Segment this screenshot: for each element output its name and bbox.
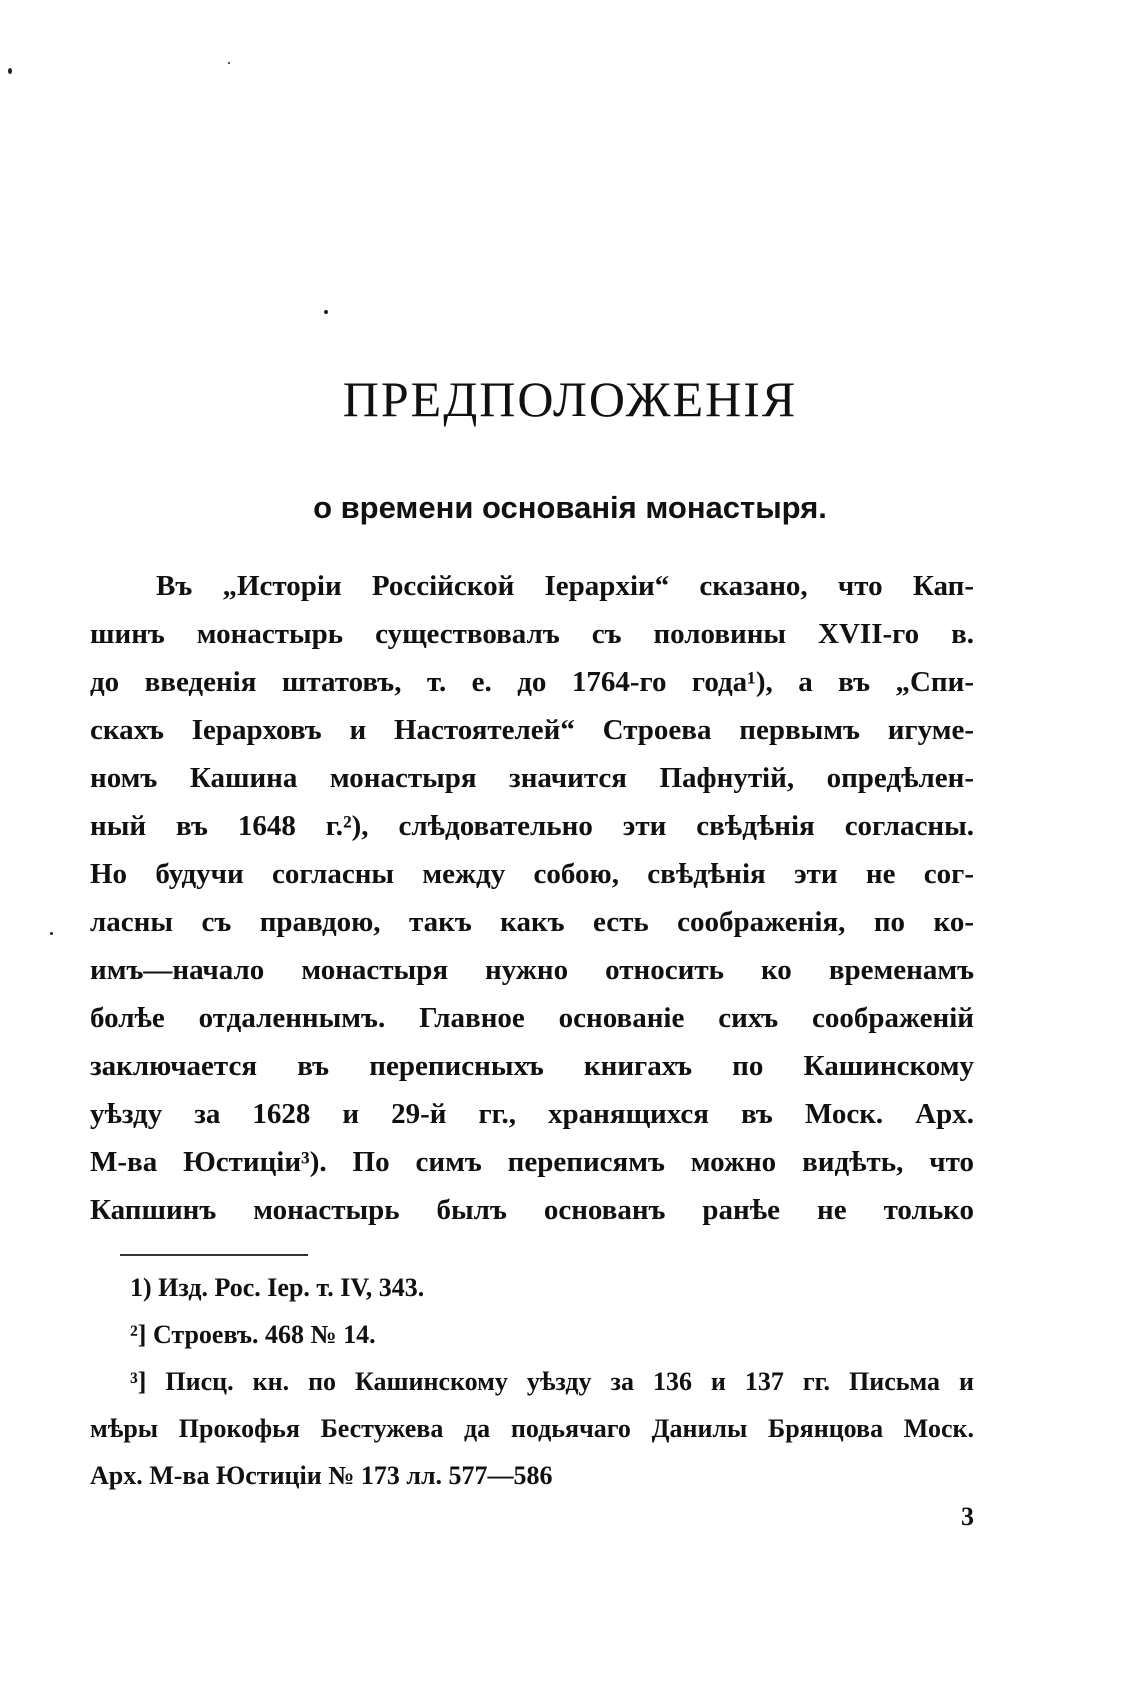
- footnote-1: 1) Изд. Рос. Іер. т. IV, 343.: [130, 1273, 425, 1302]
- body-line: ласны съ правдою, такъ какъ есть соображенія, по ко-: [90, 906, 974, 938]
- print-speck: [8, 68, 12, 74]
- body-line: Въ „Исторіи Россійской Іерархіи“ сказано, что Кап-: [156, 570, 974, 602]
- body-line: болѣе отдаленнымъ. Главное основаніе сихъ соображеній: [90, 1002, 974, 1034]
- print-speck: [324, 310, 328, 314]
- body-line: уѣзду за 1628 и 29-й гг., хранящихся въ Моск. Арх.: [90, 1098, 974, 1130]
- body-line: номъ Кашина монастыря значится Пафнутій, опредѣлен-: [90, 762, 974, 794]
- print-speck: [228, 62, 230, 64]
- footnote-2: ²] Строевъ. 468 № 14.: [130, 1320, 376, 1349]
- footnote-3: ³] Писц. кн. по Кашинскому уѣзду за 136 и 137 гг. Письма и: [130, 1367, 974, 1396]
- body-line: до введенія штатовъ, т. е. до 1764-го года¹), а въ „Спи-: [90, 666, 974, 698]
- footnotes: [90, 1264, 974, 1499]
- page-number: 3: [961, 1502, 974, 1531]
- body-line: ный въ 1648 г.²), слѣдовательно эти свѣдѣнія согласны.: [90, 810, 974, 842]
- body-line: имъ—начало монастыря нужно относить ко временамъ: [90, 954, 974, 986]
- body-line: заключается въ переписныхъ книгахъ по Кашинскому: [90, 1050, 974, 1082]
- body-text: [90, 562, 974, 1234]
- footnote-divider: [120, 1254, 308, 1256]
- footnote-3-end: Арх. М-ва Юстиціи № 173 лл. 577—586: [90, 1461, 553, 1490]
- body-line: М-ва Юстиціи³). По симъ переписямъ можно видѣть, что: [90, 1146, 974, 1178]
- chapter-subtitle: о времени основанія монастыря.: [313, 490, 827, 525]
- body-line: Но будучи согласны между собою, свѣдѣнія эти не сог-: [90, 858, 974, 890]
- footnote-3-cont: мѣры Прокофья Бестужева да подьячаго Данилы Брянцова Моск.: [90, 1414, 974, 1443]
- print-speck: [50, 932, 53, 935]
- chapter-title: ПРЕДПОЛОЖЕНІЯ: [342, 371, 798, 427]
- body-line: шинъ монастырь существовалъ съ половины XVII-го в.: [90, 618, 974, 650]
- body-line: скахъ Іерарховъ и Настоятелей“ Строева первымъ игуме-: [90, 714, 974, 746]
- body-line: Капшинъ монастырь былъ основанъ ранѣе не только: [90, 1194, 974, 1226]
